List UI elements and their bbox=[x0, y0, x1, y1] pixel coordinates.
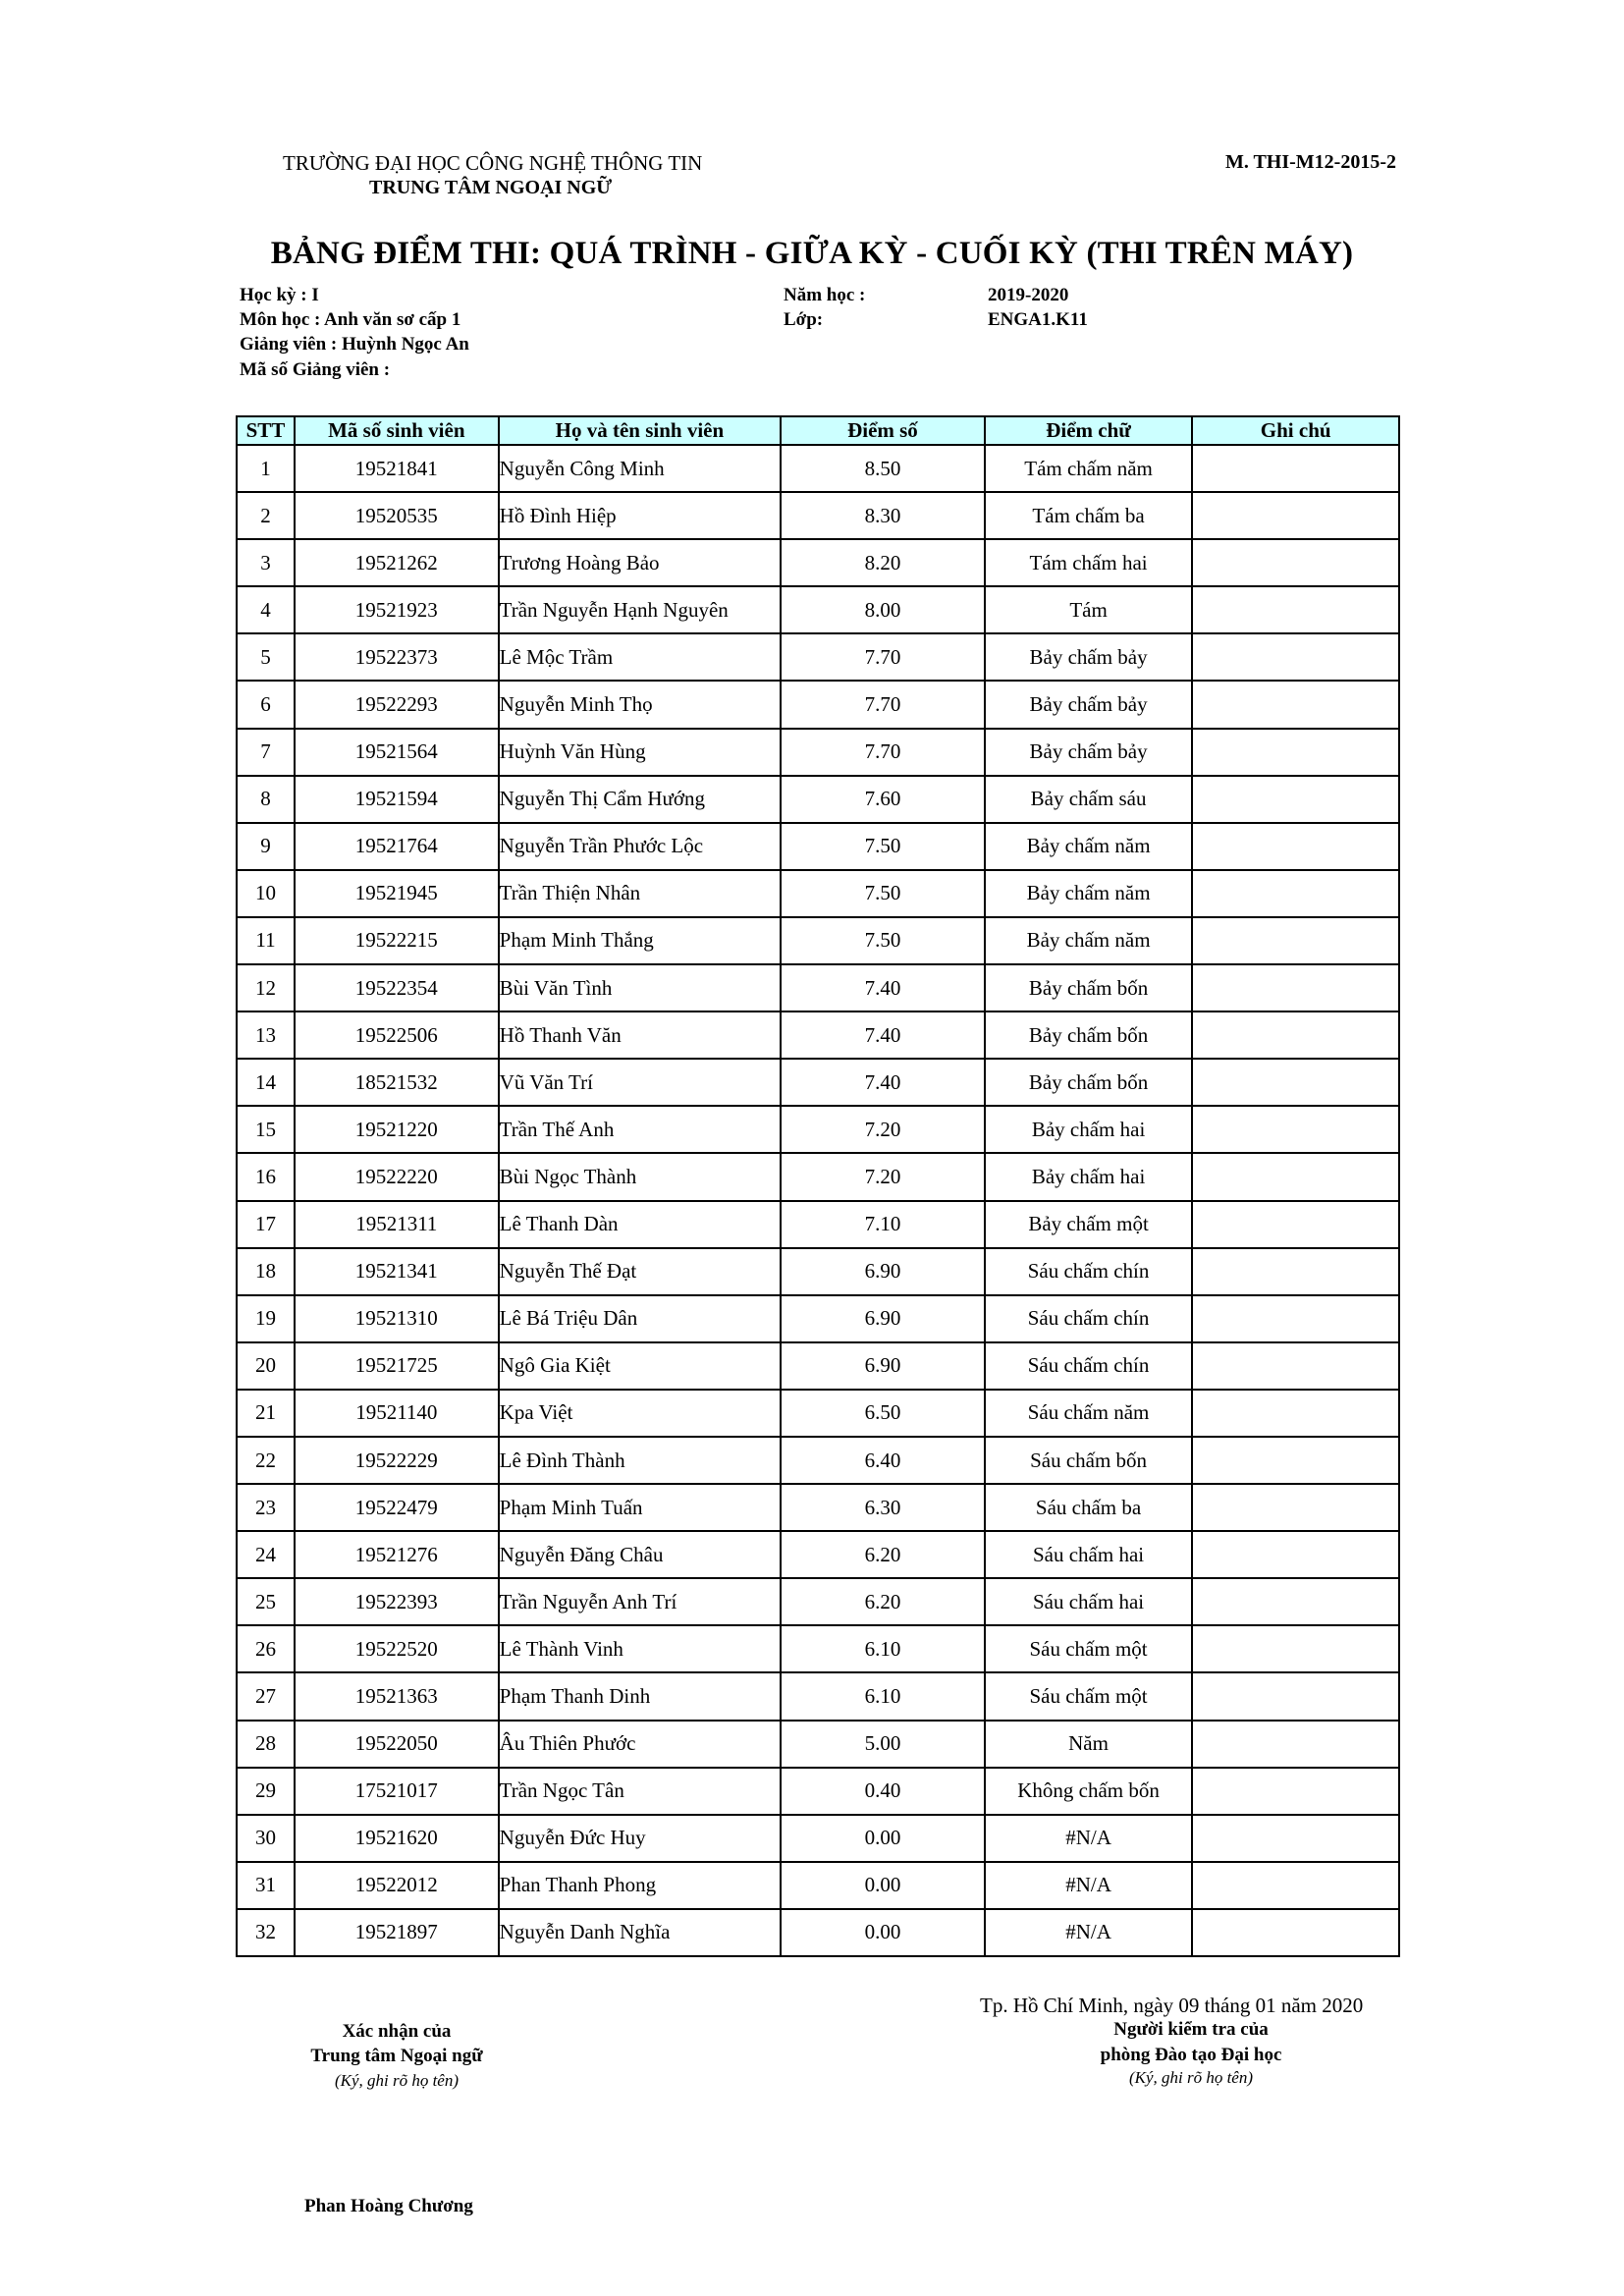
cell-score: 7.40 bbox=[781, 964, 985, 1011]
cell-score: 7.20 bbox=[781, 1106, 985, 1153]
cell-score: 6.30 bbox=[781, 1484, 985, 1531]
cell-student-id: 19521311 bbox=[295, 1201, 499, 1248]
cell-student-id: 19521945 bbox=[295, 870, 499, 917]
cell-student-name: Nguyễn Đăng Châu bbox=[499, 1531, 781, 1578]
cell-score-words: Tám chấm năm bbox=[985, 445, 1193, 492]
cell-score-words: Không chấm bốn bbox=[985, 1768, 1193, 1815]
cell-stt: 4 bbox=[237, 586, 295, 633]
cell-note bbox=[1192, 1390, 1399, 1437]
cell-stt: 21 bbox=[237, 1390, 295, 1437]
cell-note bbox=[1192, 1672, 1399, 1720]
cell-stt: 3 bbox=[237, 539, 295, 586]
cell-score: 0.00 bbox=[781, 1909, 985, 1956]
cell-score: 7.70 bbox=[781, 729, 985, 776]
cell-student-name: Trần Thiện Nhân bbox=[499, 870, 781, 917]
cell-note bbox=[1192, 1059, 1399, 1106]
cell-score: 7.20 bbox=[781, 1153, 985, 1200]
cell-student-name: Hồ Thanh Văn bbox=[499, 1011, 781, 1059]
column-header-score-words: Điểm chữ bbox=[985, 416, 1193, 445]
cell-student-id: 19522215 bbox=[295, 917, 499, 964]
cell-score-words: Sáu chấm một bbox=[985, 1672, 1193, 1720]
cell-student-id: 19522354 bbox=[295, 964, 499, 1011]
cell-stt: 32 bbox=[237, 1909, 295, 1956]
cell-score: 7.70 bbox=[781, 681, 985, 728]
cell-stt: 24 bbox=[237, 1531, 295, 1578]
cell-score-words: Bảy chấm bốn bbox=[985, 1059, 1193, 1106]
column-header-score: Điểm số bbox=[781, 416, 985, 445]
table-row bbox=[237, 1201, 1399, 1248]
cell-score-words: Bảy chấm bảy bbox=[985, 681, 1193, 728]
cell-stt: 30 bbox=[237, 1815, 295, 1862]
cell-student-name: Nguyễn Đức Huy bbox=[499, 1815, 781, 1862]
cell-score: 6.90 bbox=[781, 1342, 985, 1390]
cell-stt: 28 bbox=[237, 1721, 295, 1768]
table-row bbox=[237, 586, 1399, 633]
cell-student-name: Trần Ngọc Tân bbox=[499, 1768, 781, 1815]
cell-stt: 8 bbox=[237, 776, 295, 823]
cell-score: 5.00 bbox=[781, 1721, 985, 1768]
cell-score-words: Bảy chấm hai bbox=[985, 1153, 1193, 1200]
cell-score: 6.50 bbox=[781, 1390, 985, 1437]
cell-score: 7.40 bbox=[781, 1059, 985, 1106]
cell-note bbox=[1192, 445, 1399, 492]
table-row bbox=[237, 1531, 1399, 1578]
cell-note bbox=[1192, 1484, 1399, 1531]
cell-note bbox=[1192, 1721, 1399, 1768]
cell-note bbox=[1192, 1815, 1399, 1862]
cell-note bbox=[1192, 1578, 1399, 1625]
cell-score-words: Năm bbox=[985, 1721, 1193, 1768]
table-row bbox=[237, 1625, 1399, 1672]
cell-student-id: 19521620 bbox=[295, 1815, 499, 1862]
column-header-student-name: Họ và tên sinh viên bbox=[499, 416, 781, 445]
cell-note bbox=[1192, 681, 1399, 728]
cell-score-words: Bảy chấm hai bbox=[985, 1106, 1193, 1153]
grades-table bbox=[236, 415, 1400, 1957]
cell-score: 6.10 bbox=[781, 1672, 985, 1720]
table-row bbox=[237, 1768, 1399, 1815]
cell-stt: 5 bbox=[237, 633, 295, 681]
cell-score: 7.10 bbox=[781, 1201, 985, 1248]
cell-student-id: 19521594 bbox=[295, 776, 499, 823]
cell-score: 6.90 bbox=[781, 1295, 985, 1342]
table-row bbox=[237, 1153, 1399, 1200]
table-row bbox=[237, 681, 1399, 728]
cell-stt: 17 bbox=[237, 1201, 295, 1248]
cell-score: 7.50 bbox=[781, 870, 985, 917]
cell-score-words: Tám chấm ba bbox=[985, 492, 1193, 539]
table-row bbox=[237, 964, 1399, 1011]
cell-stt: 6 bbox=[237, 681, 295, 728]
cell-student-id: 19521341 bbox=[295, 1248, 499, 1295]
cell-note bbox=[1192, 1201, 1399, 1248]
cell-stt: 12 bbox=[237, 964, 295, 1011]
table-row bbox=[237, 1248, 1399, 1295]
cell-score: 6.10 bbox=[781, 1625, 985, 1672]
cell-student-id: 19522012 bbox=[295, 1862, 499, 1909]
cell-student-name: Nguyễn Công Minh bbox=[499, 445, 781, 492]
cell-student-name: Vũ Văn Trí bbox=[499, 1059, 781, 1106]
cell-note bbox=[1192, 1531, 1399, 1578]
cell-note bbox=[1192, 823, 1399, 870]
cell-student-id: 19521764 bbox=[295, 823, 499, 870]
cell-student-name: Phạm Minh Tuấn bbox=[499, 1484, 781, 1531]
cell-student-id: 19522220 bbox=[295, 1153, 499, 1200]
cell-stt: 23 bbox=[237, 1484, 295, 1531]
cell-student-id: 19522479 bbox=[295, 1484, 499, 1531]
cell-stt: 9 bbox=[237, 823, 295, 870]
cell-stt: 13 bbox=[237, 1011, 295, 1059]
cell-stt: 2 bbox=[237, 492, 295, 539]
cell-student-id: 19521262 bbox=[295, 539, 499, 586]
cell-stt: 29 bbox=[237, 1768, 295, 1815]
cell-stt: 11 bbox=[237, 917, 295, 964]
cell-note bbox=[1192, 776, 1399, 823]
cell-stt: 27 bbox=[237, 1672, 295, 1720]
cell-score-words: #N/A bbox=[985, 1815, 1193, 1862]
table-row bbox=[237, 729, 1399, 776]
cell-note bbox=[1192, 1909, 1399, 1956]
cell-student-id: 19521140 bbox=[295, 1390, 499, 1437]
table-row bbox=[237, 870, 1399, 917]
cell-stt: 22 bbox=[237, 1437, 295, 1484]
cell-student-id: 17521017 bbox=[295, 1768, 499, 1815]
table-row bbox=[237, 1672, 1399, 1720]
cell-stt: 31 bbox=[237, 1862, 295, 1909]
year-label: Năm học : bbox=[784, 285, 866, 305]
cell-score-words: Bảy chấm bảy bbox=[985, 729, 1193, 776]
cell-student-name: Âu Thiên Phước bbox=[499, 1721, 781, 1768]
cell-score: 8.20 bbox=[781, 539, 985, 586]
cell-student-name: Lê Mộc Trầm bbox=[499, 633, 781, 681]
cell-stt: 10 bbox=[237, 870, 295, 917]
table-row bbox=[237, 539, 1399, 586]
cell-score: 8.50 bbox=[781, 445, 985, 492]
cell-stt: 18 bbox=[237, 1248, 295, 1295]
cell-score-words: Bảy chấm bốn bbox=[985, 1011, 1193, 1059]
left-signer-name: Phan Hoàng Chương bbox=[304, 2196, 473, 2216]
cell-score: 0.00 bbox=[781, 1862, 985, 1909]
table-header-row bbox=[237, 416, 1399, 445]
table-row bbox=[237, 776, 1399, 823]
cell-note bbox=[1192, 1625, 1399, 1672]
table-row bbox=[237, 1059, 1399, 1106]
cell-student-id: 19522229 bbox=[295, 1437, 499, 1484]
table-row bbox=[237, 823, 1399, 870]
cell-stt: 7 bbox=[237, 729, 295, 776]
cell-score-words: Bảy chấm bốn bbox=[985, 964, 1193, 1011]
cell-stt: 20 bbox=[237, 1342, 295, 1390]
cell-score-words: Tám bbox=[985, 586, 1193, 633]
cell-note bbox=[1192, 729, 1399, 776]
cell-student-name: Kpa Việt bbox=[499, 1390, 781, 1437]
cell-score: 7.50 bbox=[781, 917, 985, 964]
cell-student-name: Lê Đình Thành bbox=[499, 1437, 781, 1484]
class-label: Lớp: bbox=[784, 309, 824, 330]
document-title: BẢNG ĐIỂM THI: QUÁ TRÌNH - GIỮA KỲ - CUỐI KỲ (THI TRÊN MÁY) bbox=[270, 236, 1354, 271]
table-row bbox=[237, 1909, 1399, 1956]
table-row bbox=[237, 1484, 1399, 1531]
cell-student-name: Nguyễn Minh Thọ bbox=[499, 681, 781, 728]
table-row bbox=[237, 1390, 1399, 1437]
cell-student-name: Phạm Minh Thắng bbox=[499, 917, 781, 964]
left-signature-title-1: Xác nhận của bbox=[342, 2021, 452, 2042]
cell-score-words: Bảy chấm sáu bbox=[985, 776, 1193, 823]
cell-stt: 15 bbox=[237, 1106, 295, 1153]
cell-score-words: Sáu chấm năm bbox=[985, 1390, 1193, 1437]
cell-student-name: Lê Thanh Dàn bbox=[499, 1201, 781, 1248]
lecturer-id-label: Mã số Giảng viên : bbox=[240, 359, 391, 380]
semester-label: Học kỳ : I bbox=[240, 285, 319, 305]
right-signature-title-2: phòng Đào tạo Đại học bbox=[1100, 2045, 1282, 2065]
cell-student-name: Lê Bá Triệu Dân bbox=[499, 1295, 781, 1342]
column-header-student-id: Mã số sinh viên bbox=[295, 416, 499, 445]
cell-score: 7.60 bbox=[781, 776, 985, 823]
table-row bbox=[237, 1437, 1399, 1484]
table-row bbox=[237, 492, 1399, 539]
cell-student-name: Lê Thành Vinh bbox=[499, 1625, 781, 1672]
cell-score: 7.50 bbox=[781, 823, 985, 870]
cell-note bbox=[1192, 1862, 1399, 1909]
cell-note bbox=[1192, 633, 1399, 681]
cell-score-words: Sáu chấm hai bbox=[985, 1531, 1193, 1578]
cell-note bbox=[1192, 1153, 1399, 1200]
cell-student-id: 19521564 bbox=[295, 729, 499, 776]
cell-note bbox=[1192, 586, 1399, 633]
cell-score: 6.40 bbox=[781, 1437, 985, 1484]
right-signature-note: (Ký, ghi rõ họ tên) bbox=[1128, 2068, 1254, 2087]
table-row bbox=[237, 917, 1399, 964]
cell-score-words: #N/A bbox=[985, 1909, 1193, 1956]
lecturer-label: Giảng viên : Huỳnh Ngọc An bbox=[240, 334, 469, 355]
cell-stt: 1 bbox=[237, 445, 295, 492]
cell-note bbox=[1192, 1342, 1399, 1390]
table-row bbox=[237, 1815, 1399, 1862]
cell-score-words: Sáu chấm chín bbox=[985, 1248, 1193, 1295]
cell-student-id: 19521725 bbox=[295, 1342, 499, 1390]
cell-student-name: Nguyễn Thị Cẩm Hướng bbox=[499, 776, 781, 823]
cell-note bbox=[1192, 1437, 1399, 1484]
cell-student-id: 19522293 bbox=[295, 681, 499, 728]
table-row bbox=[237, 1106, 1399, 1153]
cell-score-words: Sáu chấm chín bbox=[985, 1295, 1193, 1342]
cell-student-id: 19521923 bbox=[295, 586, 499, 633]
cell-score-words: Sáu chấm chín bbox=[985, 1342, 1193, 1390]
cell-student-id: 19522393 bbox=[295, 1578, 499, 1625]
cell-note bbox=[1192, 1295, 1399, 1342]
cell-score: 6.20 bbox=[781, 1531, 985, 1578]
cell-score: 0.40 bbox=[781, 1768, 985, 1815]
cell-score: 6.90 bbox=[781, 1248, 985, 1295]
cell-student-id: 19522520 bbox=[295, 1625, 499, 1672]
subject-label: Môn học : Anh văn sơ cấp 1 bbox=[240, 309, 461, 330]
cell-student-name: Trần Nguyễn Anh Trí bbox=[499, 1578, 781, 1625]
cell-score-words: Sáu chấm hai bbox=[985, 1578, 1193, 1625]
table-row bbox=[237, 1578, 1399, 1625]
cell-note bbox=[1192, 1106, 1399, 1153]
table-row bbox=[237, 445, 1399, 492]
cell-student-id: 19522050 bbox=[295, 1721, 499, 1768]
cell-score-words: #N/A bbox=[985, 1862, 1193, 1909]
year-value: 2019-2020 bbox=[988, 285, 1069, 305]
cell-student-id: 19521276 bbox=[295, 1531, 499, 1578]
cell-student-id: 19521310 bbox=[295, 1295, 499, 1342]
cell-student-name: Bùi Ngọc Thành bbox=[499, 1153, 781, 1200]
cell-student-id: 19521841 bbox=[295, 445, 499, 492]
cell-note bbox=[1192, 539, 1399, 586]
cell-stt: 14 bbox=[237, 1059, 295, 1106]
cell-stt: 19 bbox=[237, 1295, 295, 1342]
cell-stt: 25 bbox=[237, 1578, 295, 1625]
cell-score-words: Bảy chấm năm bbox=[985, 870, 1193, 917]
cell-note bbox=[1192, 964, 1399, 1011]
form-code: M. THI-M12-2015-2 bbox=[1224, 151, 1396, 173]
table-row bbox=[237, 1862, 1399, 1909]
cell-score: 8.00 bbox=[781, 586, 985, 633]
cell-note bbox=[1192, 1011, 1399, 1059]
left-signature-note: (Ký, ghi rõ họ tên) bbox=[334, 2071, 460, 2090]
cell-score: 0.00 bbox=[781, 1815, 985, 1862]
center-name: TRUNG TÂM NGOẠI NGỮ bbox=[369, 177, 613, 198]
cell-score: 6.20 bbox=[781, 1578, 985, 1625]
cell-note bbox=[1192, 917, 1399, 964]
cell-score: 7.70 bbox=[781, 633, 985, 681]
cell-student-name: Ngô Gia Kiệt bbox=[499, 1342, 781, 1390]
table-row bbox=[237, 633, 1399, 681]
table-row bbox=[237, 1342, 1399, 1390]
cell-student-name: Trương Hoàng Bảo bbox=[499, 539, 781, 586]
left-signature-title-2: Trung tâm Ngoại ngữ bbox=[310, 2046, 483, 2066]
cell-student-name: Nguyễn Thế Đạt bbox=[499, 1248, 781, 1295]
cell-score-words: Bảy chấm năm bbox=[985, 823, 1193, 870]
cell-note bbox=[1192, 1248, 1399, 1295]
cell-student-name: Phạm Thanh Dinh bbox=[499, 1672, 781, 1720]
cell-score-words: Bảy chấm năm bbox=[985, 917, 1193, 964]
cell-student-id: 19521363 bbox=[295, 1672, 499, 1720]
table-row bbox=[237, 1721, 1399, 1768]
column-header-stt: STT bbox=[237, 416, 295, 445]
cell-note bbox=[1192, 870, 1399, 917]
date-line: Tp. Hồ Chí Minh, ngày 09 tháng 01 năm 2020 bbox=[980, 1994, 1364, 2017]
cell-student-name: Huỳnh Văn Hùng bbox=[499, 729, 781, 776]
table-row bbox=[237, 1011, 1399, 1059]
cell-student-id: 19521220 bbox=[295, 1106, 499, 1153]
cell-score-words: Sáu chấm một bbox=[985, 1625, 1193, 1672]
cell-student-name: Hồ Đình Hiệp bbox=[499, 492, 781, 539]
cell-student-id: 18521532 bbox=[295, 1059, 499, 1106]
cell-student-name: Nguyễn Trần Phước Lộc bbox=[499, 823, 781, 870]
cell-score: 7.40 bbox=[781, 1011, 985, 1059]
cell-student-id: 19522373 bbox=[295, 633, 499, 681]
cell-score-words: Bảy chấm một bbox=[985, 1201, 1193, 1248]
cell-student-id: 19520535 bbox=[295, 492, 499, 539]
cell-score-words: Sáu chấm bốn bbox=[985, 1437, 1193, 1484]
cell-score-words: Tám chấm hai bbox=[985, 539, 1193, 586]
cell-student-name: Trần Nguyễn Hạnh Nguyên bbox=[499, 586, 781, 633]
right-signature-title-1: Người kiểm tra của bbox=[1113, 2019, 1269, 2040]
cell-stt: 26 bbox=[237, 1625, 295, 1672]
cell-score-words: Bảy chấm bảy bbox=[985, 633, 1193, 681]
cell-student-name: Bùi Văn Tình bbox=[499, 964, 781, 1011]
cell-score-words: Sáu chấm ba bbox=[985, 1484, 1193, 1531]
class-value: ENGA1.K11 bbox=[988, 309, 1088, 330]
column-header-note: Ghi chú bbox=[1192, 416, 1399, 445]
cell-student-name: Phan Thanh Phong bbox=[499, 1862, 781, 1909]
school-name: TRƯỜNG ĐẠI HỌC CÔNG NGHỆ THÔNG TIN bbox=[283, 151, 703, 175]
cell-score: 8.30 bbox=[781, 492, 985, 539]
cell-student-id: 19521897 bbox=[295, 1909, 499, 1956]
cell-student-id: 19522506 bbox=[295, 1011, 499, 1059]
cell-note bbox=[1192, 492, 1399, 539]
cell-student-name: Trần Thế Anh bbox=[499, 1106, 781, 1153]
cell-stt: 16 bbox=[237, 1153, 295, 1200]
cell-student-name: Nguyễn Danh Nghĩa bbox=[499, 1909, 781, 1956]
table-body bbox=[237, 445, 1399, 1956]
table-row bbox=[237, 1295, 1399, 1342]
cell-note bbox=[1192, 1768, 1399, 1815]
